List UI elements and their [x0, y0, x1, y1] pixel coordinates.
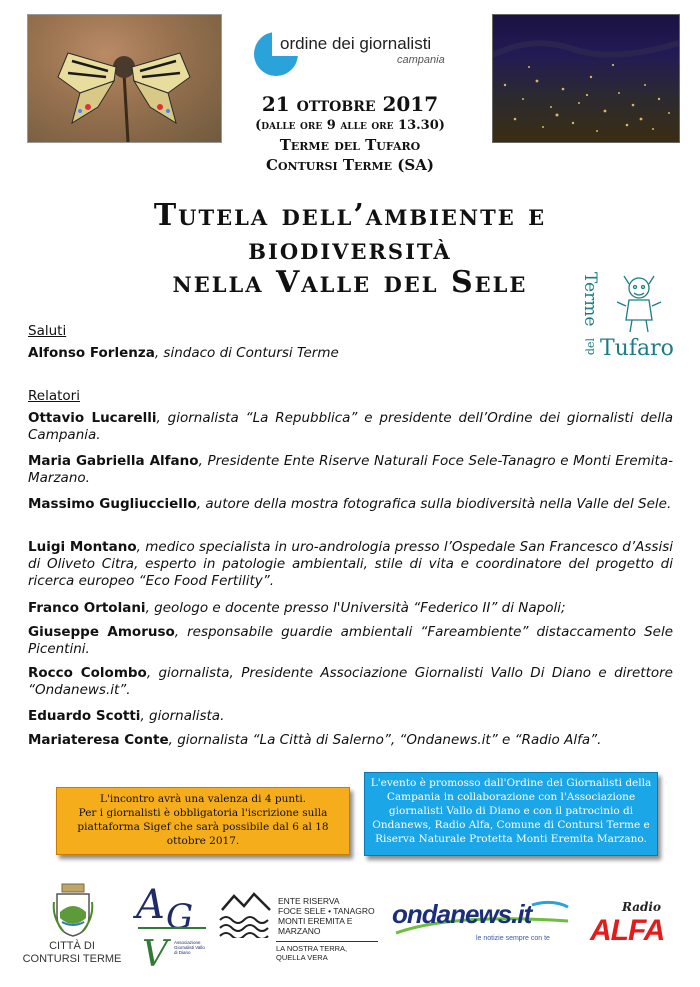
relatore-item: [28, 453, 673, 487]
relatore-item: [28, 496, 673, 513]
event-venue: Terme del Tufaro: [279, 136, 421, 154]
ordine-logo-title: ordine dei giornalisti: [280, 34, 432, 53]
speaker-name: Ottavio Lucarelli: [28, 410, 157, 426]
town-crest-icon: [52, 882, 94, 938]
event-title-line-2: biodiversità: [248, 232, 452, 267]
ente-line-2: FOCE SELE • TANAGRO: [278, 906, 375, 916]
relatore-item: [28, 600, 673, 617]
speaker-name: Rocco Colombo: [28, 665, 147, 681]
contursi-label-line-1: CITTÀ DI: [49, 940, 95, 952]
ente-line-3: MONTI EREMITA E MARZANO: [278, 916, 353, 936]
butterflies-photo: [27, 14, 222, 143]
ordine-logo-subtitle: campania: [397, 54, 445, 66]
saluti-heading: Saluti: [28, 323, 67, 339]
credits-line: ottobre 2017.: [166, 835, 240, 847]
ente-motto: LA NOSTRA TERRA, QUELLA VERA: [276, 941, 378, 962]
ordine-giornalisti-logo: [254, 32, 454, 78]
speaker-role: , medico specialista in uro-andrologia presso l’Ospedale San Francesco d’Assisi di Oliveto Citra, esperto in patologie ambientali, stile di vita e coordinatore del progetto di ricerca europeo “Eco Food Fertility”.: [28, 539, 673, 589]
relatore-item: [28, 539, 673, 590]
speaker-role: , geologo e docente presso l'Università “Federico II” di Napoli;: [145, 600, 566, 616]
ondanews-logo: [392, 895, 572, 955]
speaker-role: , autore della mostra fotografica sulla biodiversità nella Valle del Sele.: [196, 496, 672, 512]
speaker-name: Luigi Montano: [28, 539, 137, 555]
credits-line: piattaforma Sigef che sarà possibile dal 6 al 18: [77, 821, 329, 833]
ente-riserva-logo: [218, 884, 378, 962]
relatore-item: [28, 410, 673, 444]
ondanews-name: ondanews.it: [392, 899, 532, 929]
radio-label: Radio: [622, 900, 661, 914]
credits-line: Per i giornalisti è obbligatoria l'iscrizione sulla: [78, 807, 328, 819]
speaker-role: , giornalista “La Repubblica” e presidente dell’Ordine dei giornalisti della Campania.: [28, 410, 673, 443]
relatore-item: [28, 624, 673, 658]
credits-info-box: [56, 787, 350, 855]
speaker-role: , sindaco di Contursi Terme: [154, 345, 339, 361]
contursi-terme-logo: [18, 882, 126, 972]
fireflies-photo: [492, 14, 680, 143]
speaker-name: Eduardo Scotti: [28, 708, 141, 724]
contursi-label-line-2: CONTURSI TERME: [22, 953, 122, 965]
speaker-name: Massimo Gugliucciello: [28, 496, 197, 512]
speaker-name: Giuseppe Amoruso: [28, 624, 175, 640]
event-title-line-3: nella Valle del Sele: [172, 265, 528, 300]
relatore-item: [28, 708, 673, 725]
speaker-name: Mariateresa Conte: [28, 732, 169, 748]
agv-caption: Associazione Giornalisti Vallo di Diano: [174, 940, 205, 955]
speaker-role: , responsabile guardie ambientali “Fareambiente” distaccamento Sele Picentini.: [28, 624, 673, 657]
event-date: 21 ottobre 2017: [261, 92, 439, 116]
relatore-item: [28, 665, 673, 699]
radio-alfa-logo: [590, 900, 675, 955]
relatore-item: [28, 732, 673, 749]
speaker-name: Franco Ortolani: [28, 600, 146, 616]
promoters-line: L'evento è promosso dall'Ordine dei Giornalisti della: [370, 777, 652, 789]
tufaro-logo-name: Tufaro: [600, 336, 674, 361]
svg-text:V: V: [142, 934, 168, 974]
promoters-info-box: [364, 772, 658, 856]
promoters-line: Riserva Naturale Protetta Monti Eremita Marzano.: [375, 833, 647, 845]
speaker-role: , Presidente Ente Riserve Naturali Foce Sele-Tanagro e Monti Eremita-Marzano.: [28, 453, 673, 486]
promoters-line: Campania in collaborazione con l'Associazione: [386, 791, 636, 803]
agv-logo: [132, 878, 210, 974]
speaker-role: , giornalista.: [140, 708, 225, 724]
tufaro-logo-terme: Terme: [580, 272, 600, 327]
agv-logo-mark: [132, 878, 210, 974]
promoters-line: Ondanews, Radio Alfa, Comune di Contursi Terme e: [372, 819, 650, 831]
ondanews-tagline: le notizie sempre con te: [476, 935, 550, 942]
speaker-name: Maria Gabriella Alfano: [28, 453, 199, 469]
waves-mountains-icon: [218, 888, 274, 938]
alfa-label: ALFA: [590, 914, 665, 947]
promoters-line: giornalisti Vallo di Diano e con il patrocinio di: [388, 805, 634, 817]
speaker-role: , giornalista, Presidente Associazione Giornalisti Vallo Di Diano e direttore “Ondanews.it”.: [28, 665, 673, 698]
event-title-line-1: Tutela dell’ambiente e: [153, 198, 547, 233]
ente-line-1: ENTE RISERVA: [278, 896, 340, 906]
svg-text:G: G: [166, 897, 194, 937]
event-hours: (dalle ore 9 alle ore 13.30): [255, 118, 445, 133]
event-location: Contursi Terme (SA): [266, 156, 434, 174]
credits-line: L'incontro avrà una valenza di 4 punti.: [99, 793, 307, 805]
tufaro-logo-del: del: [584, 338, 597, 356]
saluti-entry: [28, 345, 673, 362]
relatori-heading: Relatori: [28, 388, 80, 404]
speaker-role: , giornalista “La Città di Salerno”, “Ondanews.it” e “Radio Alfa”.: [168, 732, 602, 748]
svg-text:A: A: [136, 882, 165, 928]
speaker-name: Alfonso Forlenza: [28, 345, 155, 361]
